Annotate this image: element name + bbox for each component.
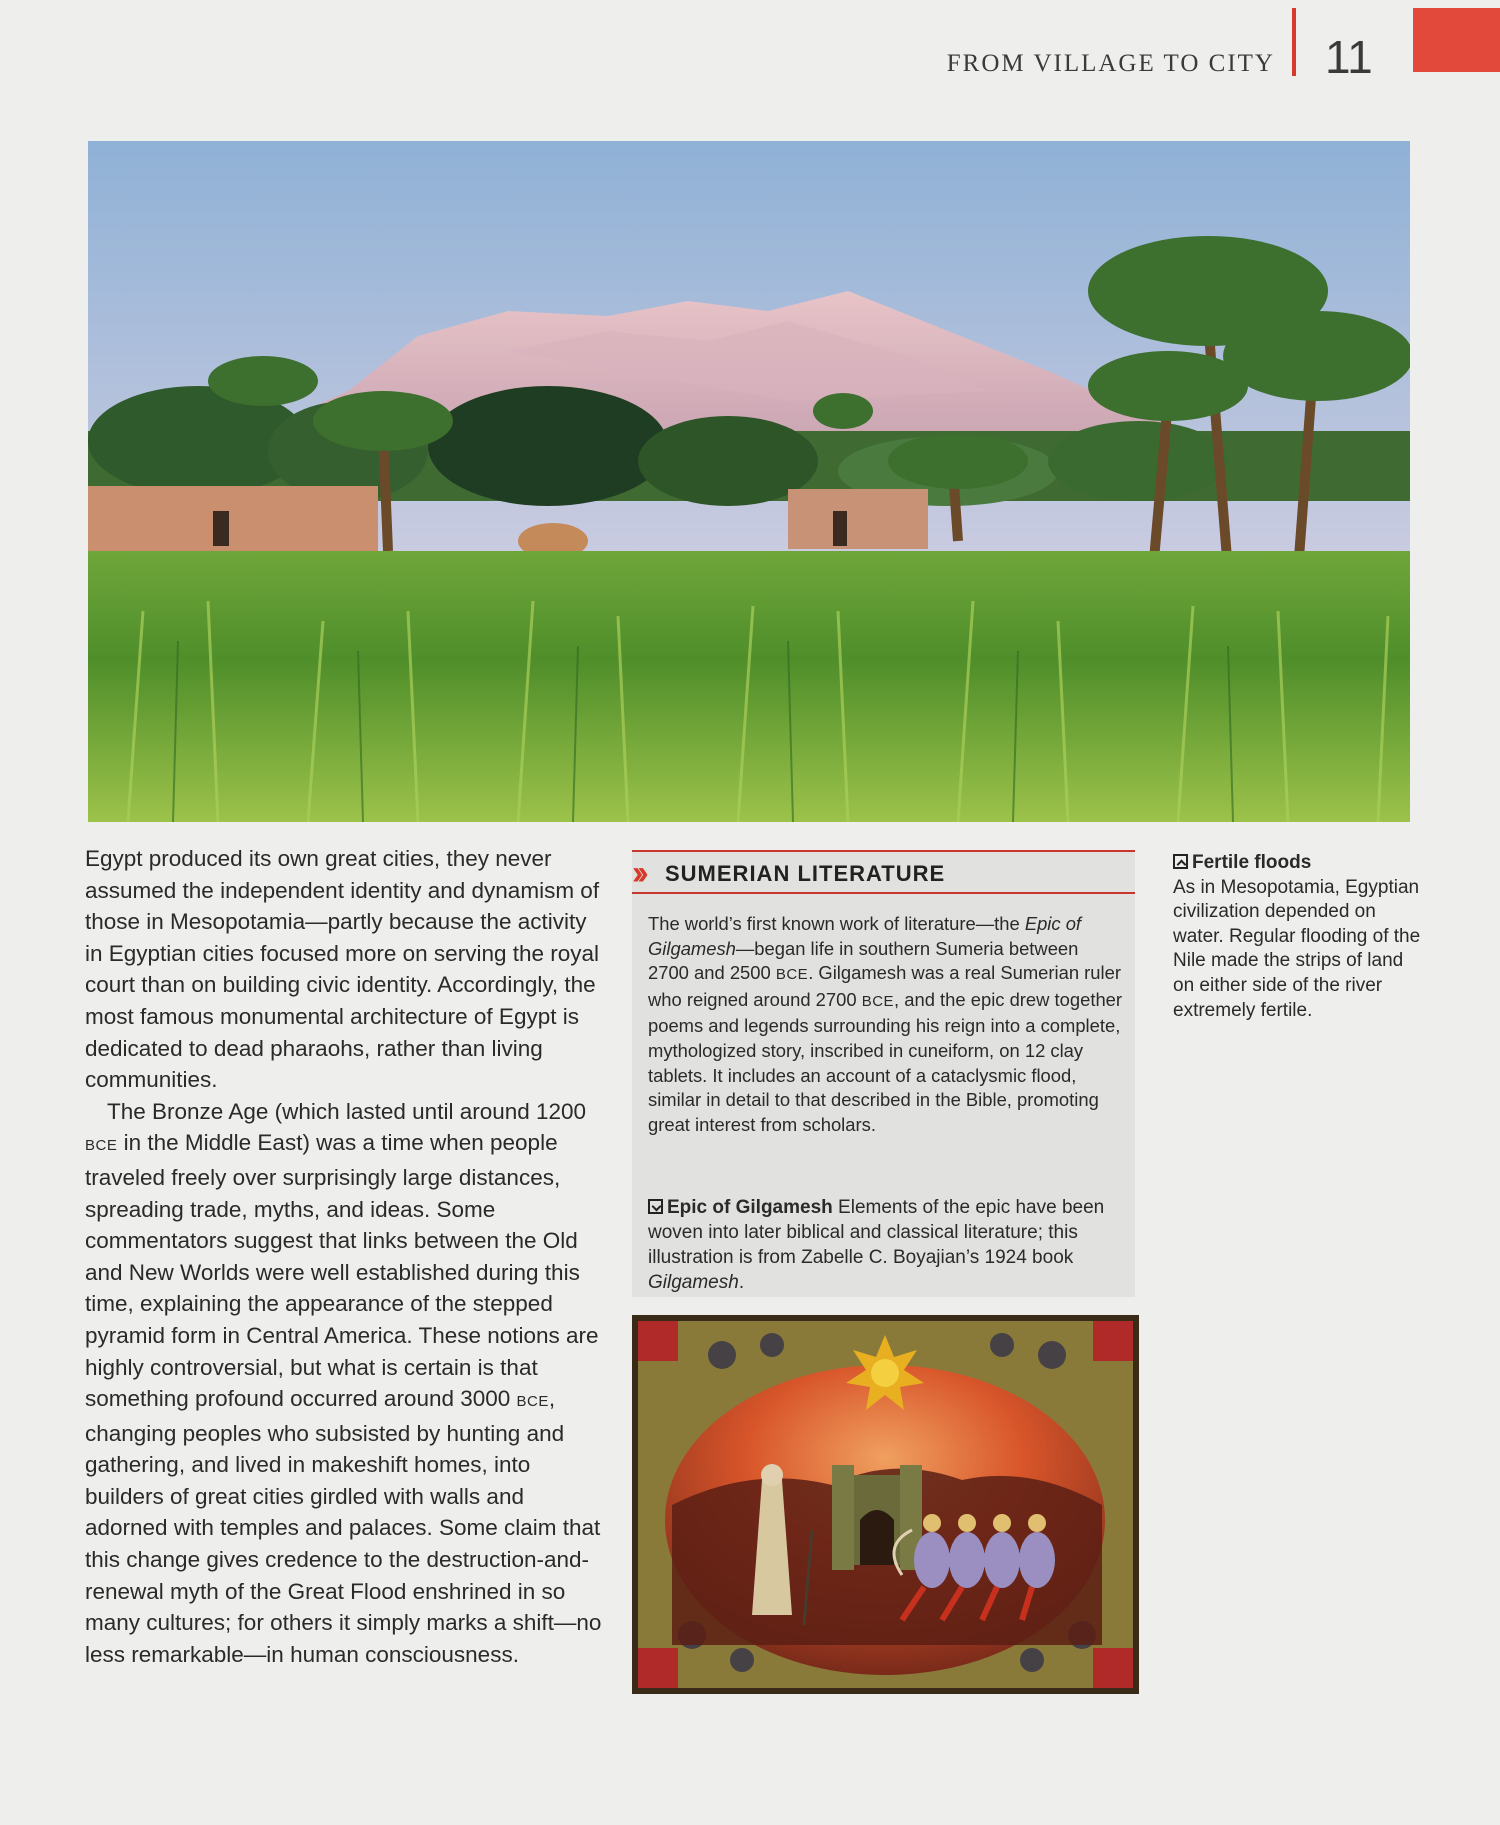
caption-title: Fertile floods: [1192, 852, 1312, 873]
header-divider: [1292, 8, 1296, 76]
photo-caption: [1173, 851, 1423, 1023]
body-text-segment: , changing peoples who subsisted by hunting and gathering, and lived in makeshift homes, into builders of great cities girdled with walls and adorned with temples and palaces. Some claim that this change gives credence to the destruction-and-renewal myth of the Great Flood enshrined in so many cultures; for others it simply marks a shift—no less remarkable—in human consciousness.: [85, 1386, 602, 1667]
sidebar-header: [632, 850, 1135, 894]
caption-text: Elements of the epic have been woven into later biblical and classical literature; this illustration is from Zabelle C. Boyajian’s 1924 book: [648, 1197, 1105, 1268]
sidebar-text-segment: , and the epic drew together poems and legends surrounding his reign into a complete, mythologized story, inscribed in cuneiform, on 12 clay tablets. It includes an account of a cataclysmic flood, similar in detail to that described in the Bible, promoting great interest from scholars.: [648, 988, 1123, 1135]
double-chevron-icon: ››: [632, 854, 643, 892]
caption-text: As in Mesopotamia, Egyptian civilization depended on water. Regular flooding of the Nile made the strips of land on either side of the river extremely fertile.: [1173, 876, 1421, 1021]
sidebar-text-segment: —began life in southern Sumeria between 2700 and 2500: [648, 937, 1079, 984]
page-number: 11: [1325, 31, 1373, 83]
body-paragraph-2: [85, 1096, 605, 1671]
nile-landscape-photo: [88, 141, 1410, 822]
sidebar-text: [648, 912, 1123, 1137]
sidebar-text-segment: . Gilgamesh was a real Sumerian ruler who reigned around 2700: [648, 962, 1121, 1010]
running-head: FROM VILLAGE TO CITY: [946, 50, 1275, 77]
book-title: Gilgamesh: [648, 1272, 739, 1293]
caption-text: .: [738, 1272, 745, 1293]
caption-title: Epic of Gilgamesh: [667, 1197, 833, 1218]
era-label: BCE: [861, 992, 895, 1010]
body-text-segment: in the Middle East) was a time when people traveled freely over surprisingly large distances, spreading trade, myths, and ideas. Some commentators suggest that links between the Old and New Worlds were well established during this time, explaining the appearance of the stepped pyramid form in Central America. These notions are highly controversial, but what is certain is that something profound occurred around 3000: [85, 1130, 599, 1412]
sidebar-text-segment: The world’s first known work of literature—the: [648, 913, 1025, 934]
body-paragraph-1: Egypt produced its own great cities, they never assumed the independent identity and dynamism of those in Mesopotamia—partly because the activity in Egyptian cities focused more on serving the royal court than on building civic identity. Accordingly, the most famous monumental architecture of Egypt is dedicated to dead pharaohs, rather than living communities.: [85, 846, 600, 1093]
body-text: [85, 843, 605, 1670]
sidebar-title: SUMERIAN LITERATURE: [665, 861, 946, 886]
era-label: BCE: [85, 1137, 118, 1155]
body-text-segment: The Bronze Age (which lasted until around 1200: [107, 1098, 587, 1124]
page-tab-marker: [1413, 8, 1500, 72]
caption-pointer-down-icon: [648, 1199, 663, 1214]
era-label: BCE: [775, 966, 809, 984]
gilgamesh-illustration: [632, 1315, 1139, 1694]
era-label: BCE: [516, 1393, 549, 1411]
caption-pointer-up-icon: [1173, 854, 1188, 869]
sidebar-sumerian-literature: [632, 850, 1135, 1297]
epic-title: Epic of Gilgamesh: [648, 913, 1082, 959]
illustration-caption: [648, 1195, 1123, 1295]
